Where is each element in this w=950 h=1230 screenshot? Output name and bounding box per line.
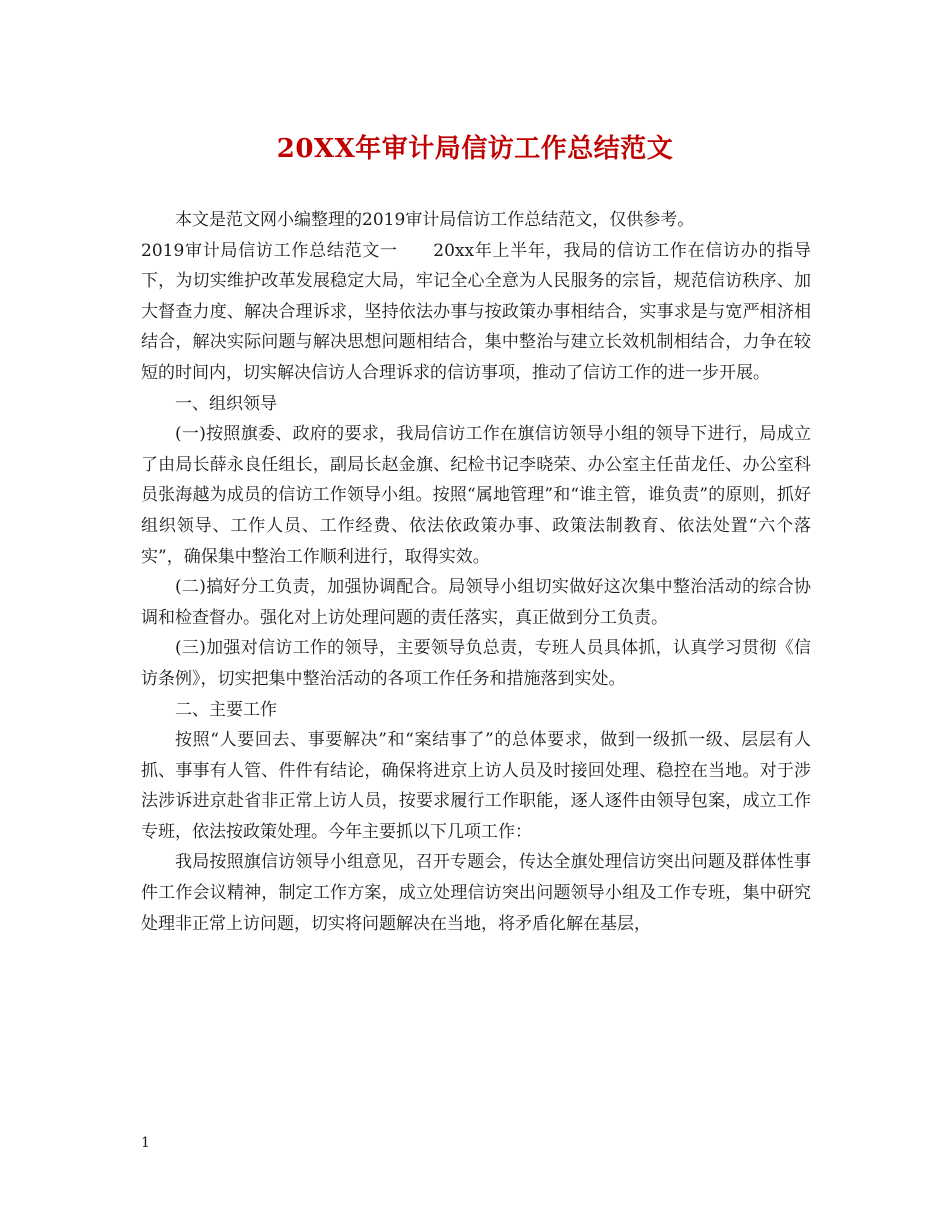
document-title: 20XX年审计局信访工作总结范文	[276, 134, 674, 164]
document-body	[141, 205, 811, 939]
paragraph-organization-3: (三)加强对信访工作的领导，主要领导负总责，专班人员具体抓，认真学习贯彻《信访条例》，切实把集中整治活动的各项工作任务和措施落到实处。	[141, 638, 811, 689]
paragraph-main-work-2: 我局按照旗信访领导小组意见，召开专题会，传达全旗处理信访突出问题及群体性事件工作会议精神，制定工作方案，成立处理信访突出问题领导小组及工作专班，集中研究处理非正常上访问题，切实将问题解决在当地，将矛盾化解在基层，	[141, 852, 811, 934]
paragraph-summary-opening: 2019审计局信访工作总结范文一 20xx年上半年，我局的信访工作在信访办的指导下，为切实维护改革发展稳定大局，牢记全心全意为人民服务的宗旨，规范信访秩序、加大督查力度、解决合理诉求，坚持依法办事与按政策办事相结合，实事求是与宽严相济相结合，解决实际问题与解决思想问题相结合，集中整治与建立长效机制相结合，力争在较短的时间内，切实解决信访人合理诉求的信访事项，推动了信访工作的进一步开展。	[141, 240, 811, 383]
paragraph-intro: 本文是范文网小编整理的2019审计局信访工作总结范文，仅供参考。	[175, 210, 695, 230]
paragraph-organization-1: (一)按照旗委、政府的要求，我局信访工作在旗信访领导小组的领导下进行，局成立了由局长薛永良任组长，副局长赵金旗、纪检书记李晓荣、办公室主任苗龙任、办公室科员张海越为成员的信访工作领导小组。按照“属地管理”和“谁主管，谁负责”的原则，抓好组织领导、工作人员、工作经费、依法依政策办事、政策法制教育、依法处置“六个落实”，确保集中整治工作顺利进行，取得实效。	[141, 424, 811, 567]
section-heading-organization: 一、组织领导	[175, 393, 277, 414]
section-heading-main-work: 二、主要工作	[175, 699, 277, 720]
paragraph-main-work-1: 按照“人要回去、事要解决”和“案结事了”的总体要求，做到一级抓一级、层层有人抓、事事有人管、件件有结论，确保将进京上访人员及时接回处理、稳控在当地。对于涉法涉诉进京赴省非正常上访人员，按要求履行工作职能，逐人逐件由领导包案，成立工作专班，依法按政策处理。今年主要抓以下几项工作：	[141, 730, 811, 842]
paragraph-organization-2: (二)搞好分工负责，加强协调配合。局领导小组切实做好这次集中整治活动的综合协调和检查督办。强化对上访处理问题的责任落实，真正做到分工负责。	[141, 577, 811, 628]
page-number: 1	[141, 1135, 150, 1151]
